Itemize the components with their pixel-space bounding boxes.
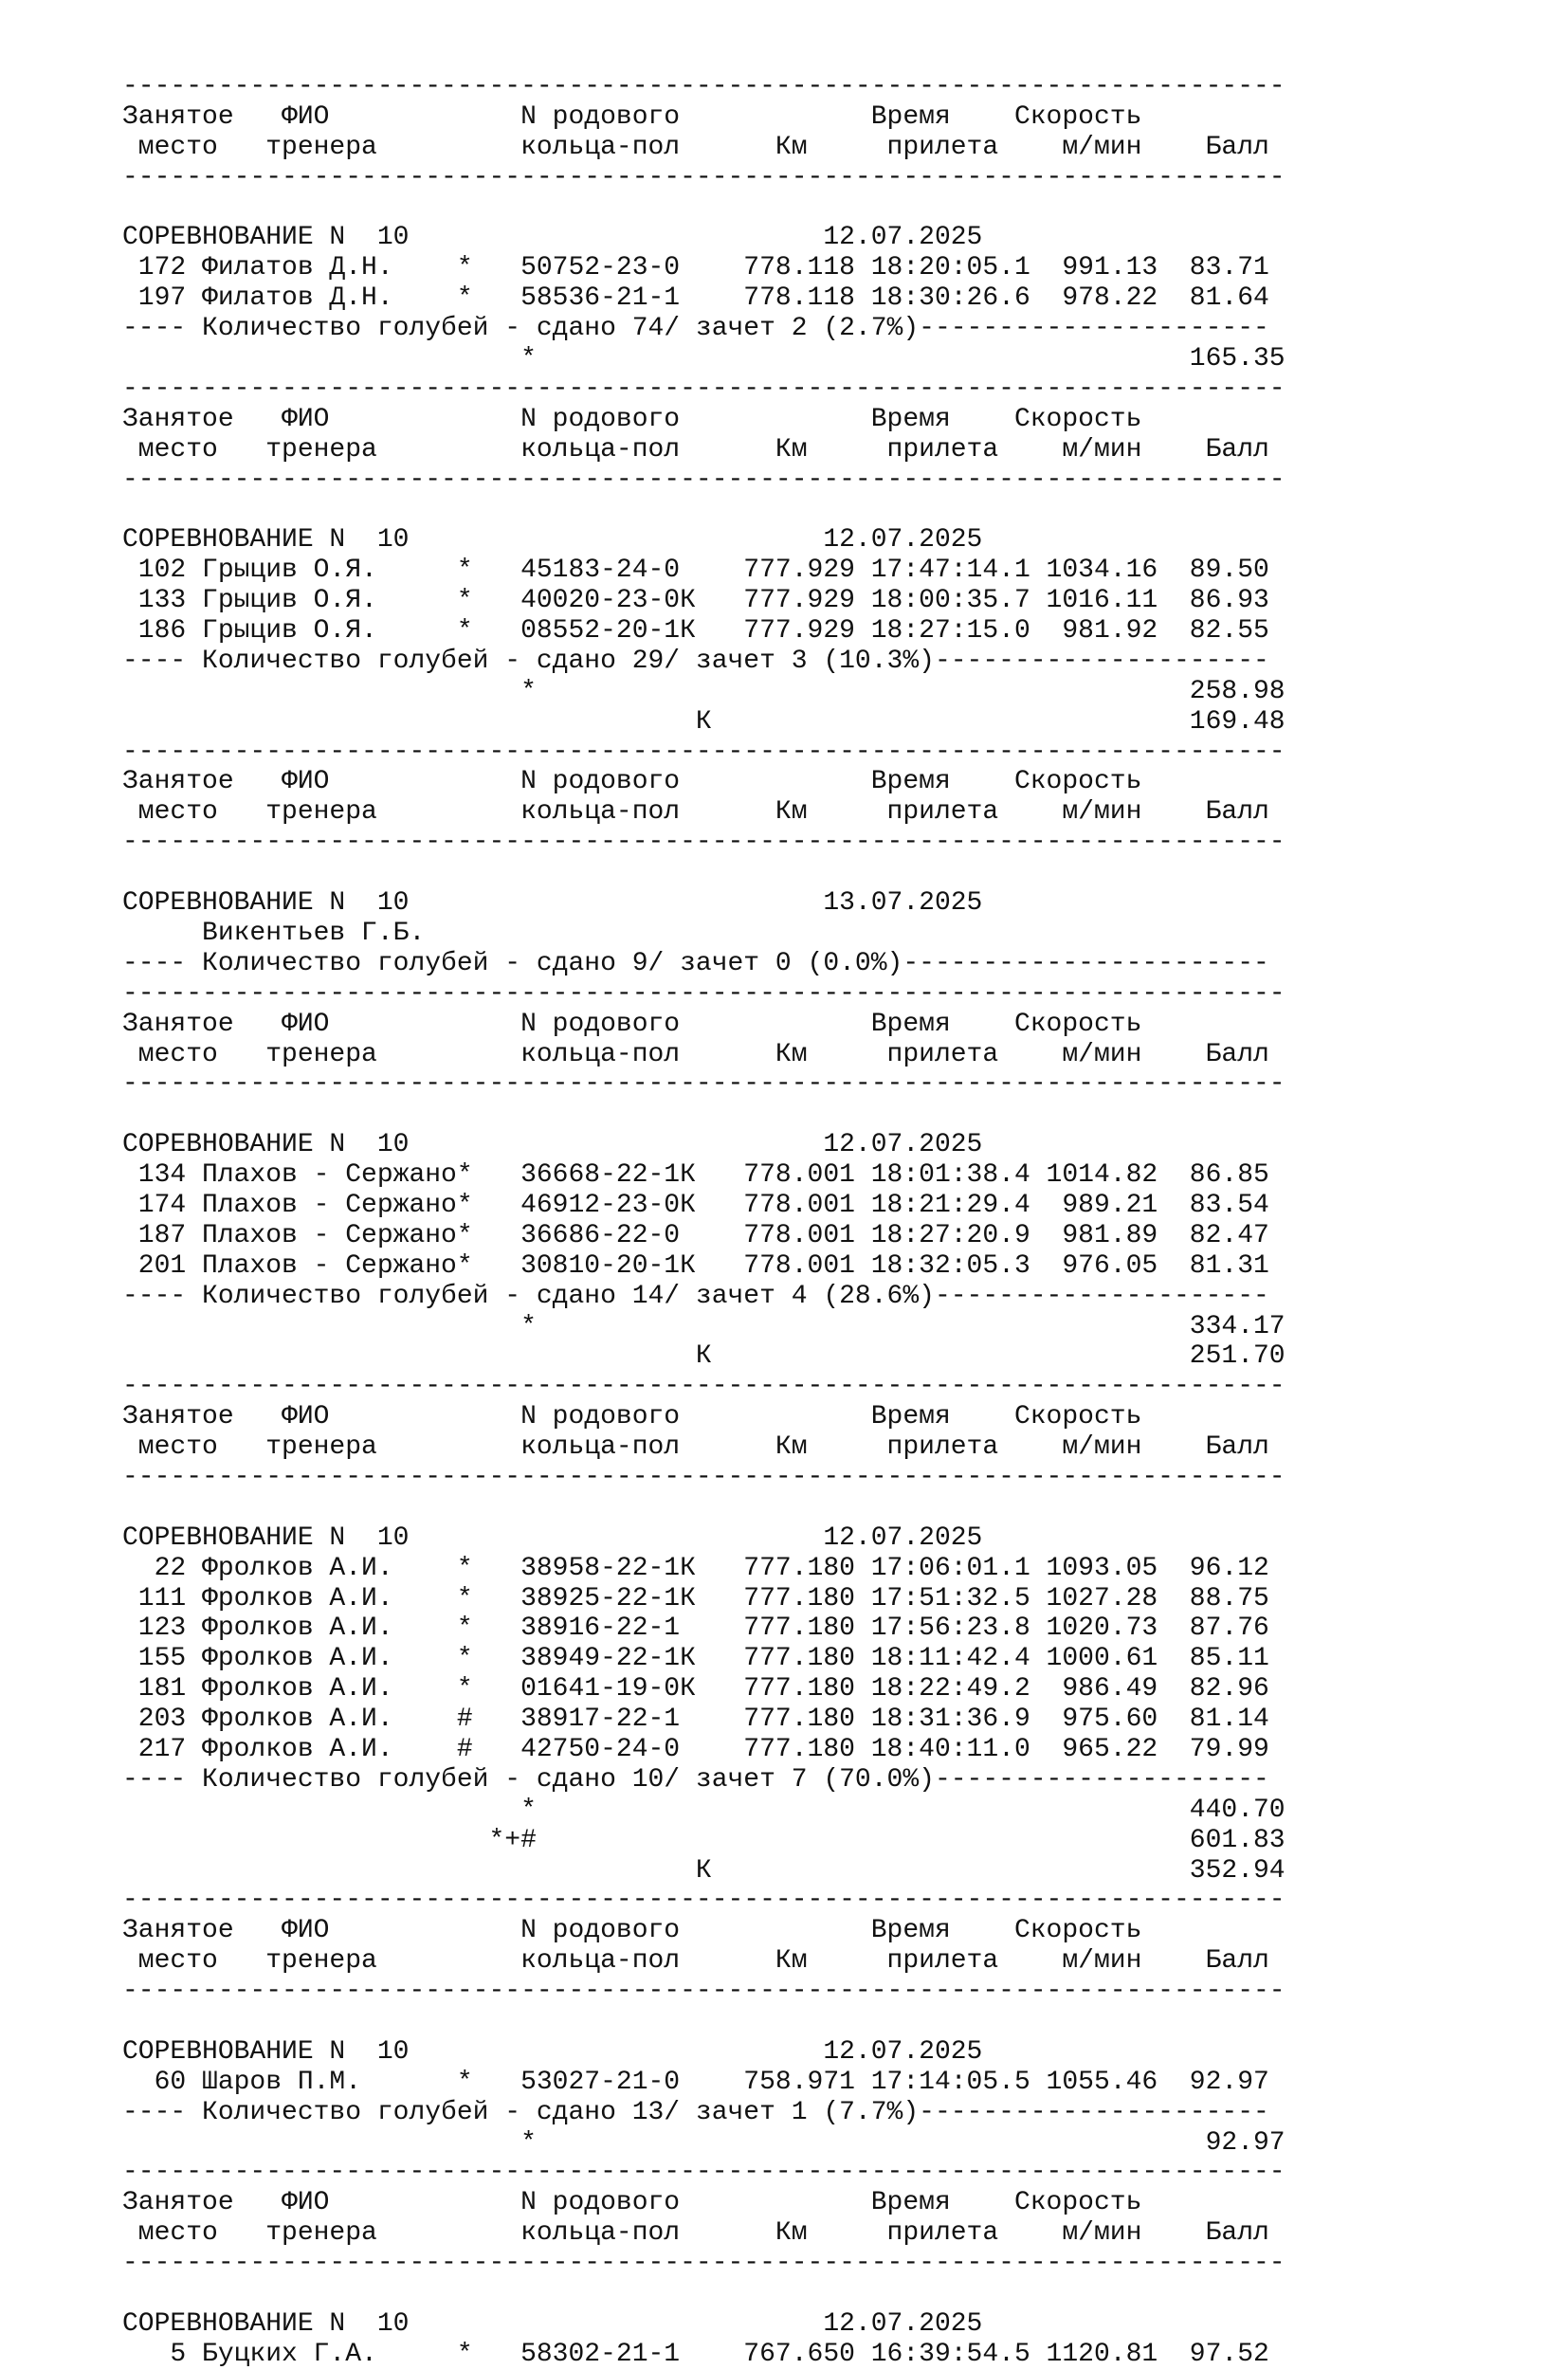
report-line: 134 Плахов - Сержано* 36668-22-1К 778.001 18:01:38.4 1014.82 86.85 — [122, 1160, 1269, 1191]
report-line: ------------------------------------------------------------------------- — [122, 828, 1285, 858]
report-line: 5 Буцких Г.А. * 58302-21-1 767.650 16:39:54.5 1120.81 97.52 — [122, 2339, 1269, 2369]
report-line: ------------------------------------------------------------------------- — [122, 737, 1285, 767]
report-line: ---- Количество голубей - сдано 74/ зачет 2 (2.7%)---------------------- — [122, 314, 1269, 344]
report-line: 201 Плахов - Сержано* 30810-20-1К 778.001 18:32:05.3 976.05 81.31 — [122, 1250, 1269, 1281]
report-line: * 440.70 — [122, 1795, 1285, 1825]
report-line: Занятое ФИО N родового Время Скорость — [122, 1402, 1142, 1432]
report-line — [122, 193, 1449, 224]
report-line: 186 Грыцив О.Я. * 08552-20-1К 777.929 18:27:15.0 981.92 82.55 — [122, 616, 1269, 647]
report-line: ------------------------------------------------------------------------- — [122, 465, 1285, 495]
report-line: Занятое ФИО N родового Время Скорость — [122, 767, 1142, 797]
report-line: 102 Грыцив О.Я. * 45183-24-0 777.929 17:47:14.1 1034.16 89.50 — [122, 556, 1269, 586]
report-line: ---- Количество голубей - сдано 13/ зачет 1 (7.7%)---------------------- — [122, 2097, 1269, 2127]
report-line: ------------------------------------------------------------------------- — [122, 1977, 1285, 2007]
report-line: *+# 601.83 — [122, 1825, 1285, 1855]
report-line: Викентьев Г.Б. — [122, 918, 426, 948]
report-line: место тренера кольца-пол Км прилета м/мин Балл — [122, 434, 1269, 465]
report-line: 172 Филатов Д.Н. * 50752-23-0 778.118 18:20:05.1 991.13 83.71 — [122, 253, 1269, 283]
report-line: Занятое ФИО N родового Время Скорость — [122, 404, 1142, 434]
report-line: 203 Фролков А.И. # 38917-22-1 777.180 18:31:36.9 975.60 81.14 — [122, 1705, 1269, 1735]
report-line — [122, 2279, 1449, 2309]
report-line: 217 Фролков А.И. # 42750-24-0 777.180 18:40:11.0 965.22 79.99 — [122, 1734, 1269, 1764]
report-line: 187 Плахов - Сержано* 36686-22-0 778.001 18:27:20.9 981.89 82.47 — [122, 1220, 1269, 1250]
report-line: место тренера кольца-пол Км прилета м/мин Балл — [122, 132, 1269, 162]
report-line: ------------------------------------------------------------------------- — [122, 1372, 1285, 1402]
report-line: 181 Фролков А.И. * 01641-19-0К 777.180 18:22:49.2 986.49 82.96 — [122, 1674, 1269, 1705]
report-line: ---- Количество голубей - сдано 10/ зачет 7 (70.0%)--------------------- — [122, 1764, 1269, 1795]
report-line: ------------------------------------------------------------------------- — [122, 1886, 1285, 1916]
report-line: Занятое ФИО N родового Время Скорость — [122, 101, 1142, 132]
report-line: * 258.98 — [122, 676, 1285, 706]
report-line: место тренера кольца-пол Км прилета м/мин Балл — [122, 797, 1269, 828]
report-line: СОРЕВНОВАНИЕ N 10 13.07.2025 — [122, 888, 983, 919]
report-line: СОРЕВНОВАНИЕ N 10 12.07.2025 — [122, 525, 983, 556]
report-line: Занятое ФИО N родового Время Скорость — [122, 1916, 1142, 1946]
report-line: ------------------------------------------------------------------------- — [122, 1462, 1285, 1492]
report-line: место тренера кольца-пол Км прилета м/мин Балл — [122, 1946, 1269, 1977]
report-line: К 169.48 — [122, 706, 1285, 737]
report-line: 111 Фролков А.И. * 38925-22-1К 777.180 17:51:32.5 1027.28 88.75 — [122, 1583, 1269, 1613]
report-line: 133 Грыцив О.Я. * 40020-23-0К 777.929 18:00:35.7 1016.11 86.93 — [122, 586, 1269, 616]
report-line: * 165.35 — [122, 344, 1285, 374]
report-line: ---- Количество голубей - сдано 9/ зачет 0 (0.0%)----------------------- — [122, 948, 1269, 978]
report-line: ------------------------------------------------------------------------- — [122, 374, 1285, 404]
report-line: ------------------------------------------------------------------------- — [122, 162, 1285, 192]
report-line: ---- Количество голубей - сдано 29/ зачет 3 (10.3%)--------------------- — [122, 646, 1269, 676]
report-line: 174 Плахов - Сержано* 46912-23-0К 778.001 18:21:29.4 989.21 83.54 — [122, 1190, 1269, 1220]
report-line: СОРЕВНОВАНИЕ N 10 12.07.2025 — [122, 2036, 983, 2067]
report-line: 60 Шаров П.М. * 53027-21-0 758.971 17:14:05.5 1055.46 92.97 — [122, 2067, 1269, 2097]
report-line: ------------------------------------------------------------------------- — [122, 2249, 1285, 2279]
report-line: * 334.17 — [122, 1311, 1285, 1341]
report-line: ------------------------------------------------------------------------- — [122, 72, 1285, 101]
report-line: СОРЕВНОВАНИЕ N 10 12.07.2025 — [122, 2308, 983, 2339]
report-line: ------------------------------------------------------------------------- — [122, 2158, 1285, 2188]
report-line: СОРЕВНОВАНИЕ N 10 12.07.2025 — [122, 1522, 983, 1553]
report-line — [122, 1493, 1449, 1523]
report-line: СОРЕВНОВАНИЕ N 10 12.07.2025 — [122, 223, 983, 253]
report-line: ---- Количество голубей - сдано 14/ зачет 4 (28.6%)--------------------- — [122, 1281, 1269, 1311]
report-line: * 92.97 — [122, 2127, 1285, 2158]
report-line — [122, 1100, 1449, 1130]
report-line: Занятое ФИО N родового Время Скорость — [122, 1009, 1142, 1039]
report-line: СОРЕВНОВАНИЕ N 10 12.07.2025 — [122, 1130, 983, 1160]
report-line: 123 Фролков А.И. * 38916-22-1 777.180 17:56:23.8 1020.73 87.76 — [122, 1613, 1269, 1644]
report-line: 197 Филатов Д.Н. * 58536-21-1 778.118 18:30:26.6 978.22 81.64 — [122, 283, 1269, 314]
report-line: место тренера кольца-пол Км прилета м/мин Балл — [122, 1432, 1269, 1463]
report-line: ------------------------------------------------------------------------- — [122, 1069, 1285, 1100]
report-line — [122, 2007, 1449, 2037]
results-report — [122, 72, 1449, 2370]
report-line: 22 Фролков А.И. * 38958-22-1К 777.180 17:06:01.1 1093.05 96.12 — [122, 1553, 1269, 1583]
report-line: К 251.70 — [122, 1341, 1285, 1372]
report-line: место тренера кольца-пол Км прилета м/мин Балл — [122, 2218, 1269, 2249]
report-line — [122, 858, 1449, 888]
report-line: место тренера кольца-пол Км прилета м/мин Балл — [122, 1039, 1269, 1069]
report-line — [122, 495, 1449, 525]
report-line: ------------------------------------------------------------------------- — [122, 978, 1285, 1009]
report-line: Занятое ФИО N родового Время Скорость — [122, 2188, 1142, 2218]
report-line: К 352.94 — [122, 1855, 1285, 1886]
report-line: 155 Фролков А.И. * 38949-22-1К 777.180 18:11:42.4 1000.61 85.11 — [122, 1644, 1269, 1674]
